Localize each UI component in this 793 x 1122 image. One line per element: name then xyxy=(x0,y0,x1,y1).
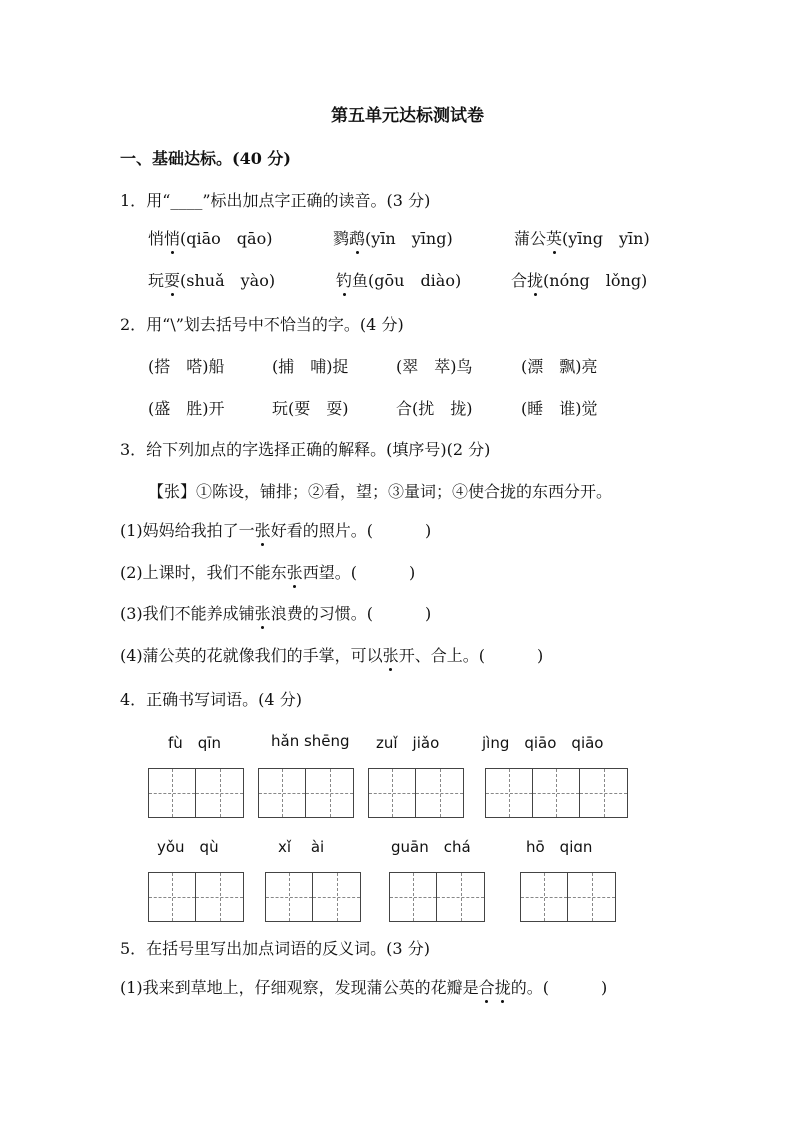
q3-item xyxy=(120,646,543,666)
writing-grid[interactable] xyxy=(265,872,361,922)
section-heading: 一、基础达标。(40 分) xyxy=(120,149,291,168)
q3-paren: ) xyxy=(424,521,432,540)
q5-text: 的。( xyxy=(510,978,549,997)
writing-grid[interactable] xyxy=(148,768,244,818)
grid-cell[interactable] xyxy=(369,769,416,817)
grid-cell[interactable] xyxy=(533,769,580,817)
q5-item xyxy=(120,978,607,998)
q3-text: 开、合上。( xyxy=(398,646,485,665)
q1-dotted-char: 悄 xyxy=(164,229,181,248)
q1-item xyxy=(336,271,461,291)
q1-char: 鹨 xyxy=(333,229,350,248)
writing-grid[interactable] xyxy=(389,872,485,922)
q1-char: 玩 xyxy=(148,271,165,290)
q1-options: (yīn yīng) xyxy=(365,229,453,248)
q3-item xyxy=(120,521,431,541)
grid-cell[interactable] xyxy=(306,769,353,817)
q1-char: 悄 xyxy=(148,229,165,248)
question-number: 1． xyxy=(120,191,147,210)
q2-item: (捕 哺)捉 xyxy=(272,357,349,376)
pinyin-label: fù qīn xyxy=(168,734,221,752)
q3-item xyxy=(120,604,431,624)
q1-item xyxy=(148,271,275,291)
writing-grid[interactable] xyxy=(368,768,464,818)
grid-cell[interactable] xyxy=(390,873,437,921)
pinyin-label: guān chá xyxy=(391,838,471,856)
q1-char: 蒲公 xyxy=(514,229,547,248)
q5-paren: ) xyxy=(600,978,608,997)
grid-cell[interactable] xyxy=(266,873,313,921)
q3-text: (2)上课时，我们不能东 xyxy=(120,563,287,582)
q2-item: (睡 谁)觉 xyxy=(521,399,598,418)
grid-cell[interactable] xyxy=(313,873,360,921)
q2-item: (盛 胜)开 xyxy=(148,399,225,418)
q1-dotted-char: 耍 xyxy=(164,271,181,290)
q2-item: (搭 嗒)船 xyxy=(148,357,225,376)
question-1 xyxy=(120,191,430,211)
grid-cell[interactable] xyxy=(196,769,243,817)
writing-grid[interactable] xyxy=(148,872,244,922)
question-4: 4．正确书写词语。(4 分) xyxy=(120,690,302,709)
page-title: 第五单元达标测试卷 xyxy=(331,106,484,126)
q1-options: (shuǎ yào) xyxy=(180,271,276,290)
q3-text: 浪费的习惯。( xyxy=(270,604,373,623)
q1-item xyxy=(148,229,272,249)
grid-cell[interactable] xyxy=(196,873,243,921)
q1-options: (nóng lǒng) xyxy=(543,271,648,290)
q1-char: 合 xyxy=(511,271,528,290)
pinyin-label: hō qiɑn xyxy=(526,838,593,856)
q3-paren: ) xyxy=(536,646,544,665)
q5-text: (1)我来到草地上，仔细观察，发现蒲公英的花瓣是 xyxy=(120,978,479,997)
q1-text-post: ”标出加点字正确的读音。(3 分) xyxy=(202,191,431,210)
q3-paren: ) xyxy=(408,563,416,582)
writing-grid[interactable] xyxy=(485,768,628,818)
q1-item xyxy=(333,229,453,249)
writing-grid[interactable] xyxy=(520,872,616,922)
writing-grid[interactable] xyxy=(258,768,354,818)
q3-dotted-char: 张 xyxy=(254,604,271,623)
pinyin-label: jìng qiāo qiāo xyxy=(482,734,604,752)
q3-text: 好看的照片。( xyxy=(270,521,373,540)
q2-item: 玩(要 耍) xyxy=(272,399,349,418)
question-5: 5．在括号里写出加点词语的反义词。(3 分) xyxy=(120,939,430,958)
q3-paren: ) xyxy=(424,604,432,623)
grid-cell[interactable] xyxy=(416,769,463,817)
grid-cell[interactable] xyxy=(521,873,568,921)
q1-item xyxy=(514,229,650,249)
q3-text: (3)我们不能养成铺 xyxy=(120,604,255,623)
q1-options: 鱼(gōu diào) xyxy=(352,271,462,290)
q3-item xyxy=(120,563,415,583)
q2-item: 合(扰 拢) xyxy=(396,399,473,418)
q1-underline: ____ xyxy=(170,191,203,210)
grid-cell[interactable] xyxy=(580,769,627,817)
pinyin-label: zuǐ jiǎo xyxy=(376,734,440,752)
grid-cell[interactable] xyxy=(259,769,306,817)
q1-dotted-char: 英 xyxy=(546,229,563,248)
q1-item xyxy=(511,271,647,291)
q3-dotted-char: 张 xyxy=(382,646,399,665)
q1-options: (qiāo qāo) xyxy=(180,229,273,248)
grid-cell[interactable] xyxy=(149,769,196,817)
pinyin-label: xǐ ài xyxy=(278,838,325,856)
grid-cell[interactable] xyxy=(568,873,615,921)
q1-text-pre: 用“ xyxy=(146,191,171,210)
grid-cell[interactable] xyxy=(149,873,196,921)
pinyin-label: hǎn shēng xyxy=(271,732,350,750)
q2-item: (漂 飘)亮 xyxy=(521,357,598,376)
q1-dotted-char: 钓 xyxy=(336,271,353,290)
question-3: 3．给下列加点的字选择正确的解释。(填序号)(2 分) xyxy=(120,440,491,459)
q5-dotted-char: 拢 xyxy=(494,978,511,997)
q2-item: (翠 萃)鸟 xyxy=(396,357,473,376)
q1-options: (yīng yīn) xyxy=(562,229,650,248)
grid-cell[interactable] xyxy=(437,873,484,921)
q3-definition: 【张】①陈设，铺排；②看，望；③量词；④使合拢的东西分开。 xyxy=(148,482,613,501)
q3-text: 西望。( xyxy=(302,563,357,582)
q1-dotted-char: 鹉 xyxy=(349,229,366,248)
q3-text: (1)妈妈给我拍了一 xyxy=(120,521,255,540)
q5-dotted-char: 合 xyxy=(478,978,495,997)
q1-dotted-char: 拢 xyxy=(527,271,544,290)
q3-dotted-char: 张 xyxy=(286,563,303,582)
q3-dotted-char: 张 xyxy=(254,521,271,540)
grid-cell[interactable] xyxy=(486,769,533,817)
pinyin-label: yǒu qù xyxy=(157,838,219,856)
question-2: 2．用“\”划去括号中不恰当的字。(4 分) xyxy=(120,315,404,334)
q3-text: (4)蒲公英的花就像我们的手掌，可以 xyxy=(120,646,383,665)
